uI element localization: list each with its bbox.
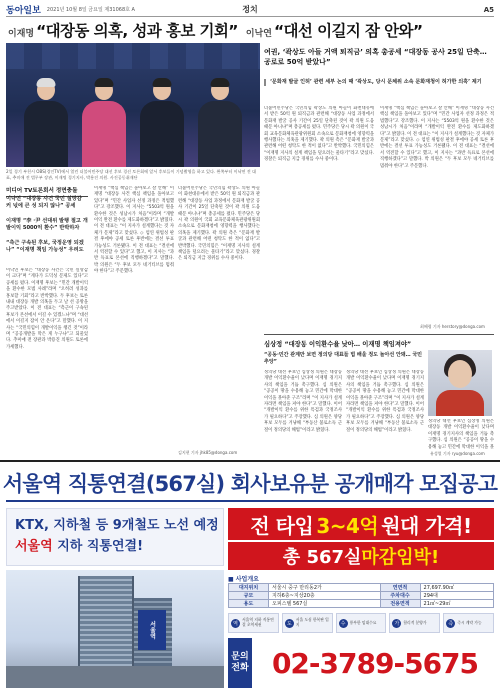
section-label: 정치: [242, 5, 258, 14]
issue-date: 2021년 10월 8일 금요일 제31068호 A: [46, 7, 135, 13]
right-story1-sub: ‘문화재 발굴 인허’ 관련 세부 논의 때 ‘곽상도, 당시 문체위 소속 문화재청이 허가한 의혹’ 제기: [264, 79, 494, 86]
headline-right-quote: “대선 이길지 잠 안와”: [273, 22, 423, 40]
ad-info-title: ■ 사업개요: [228, 576, 259, 583]
ad-feature-item: [282, 613, 333, 633]
table-value: 서울시 중구 만리동2가: [269, 584, 381, 592]
right-story2-byline: 유성열 기자 ryu@donga.com: [430, 451, 485, 456]
right-story2-headline: 심상정 “대장동 이익환수율 낮아… 이재명 책임져야”: [264, 334, 494, 348]
photo-figure-3: [140, 80, 184, 167]
photo-caption: 2일 경기 부천시 OBS(경인TV)에서 열린 더불어민주당 대선 후보 경선 토론회에 앞서 후보들이 기념촬영을 하고 있다. 왼쪽부터 이낙연 전 대표, 추미애 전 법무부 장관, 이재명 경기지사, 박용진 의원. 사진공동취재단: [6, 169, 257, 180]
building-sign: 서울역: [138, 610, 166, 650]
right-story2-body-c: 정의당 대선 후보인 심상정 의원은 대장동 개발 이익환수율이 낮다며 이재명 경기지사의 책임을 거듭 촉구했다. 심 의원은 “공공이 땅을 수용해 놓고 민간에 막대한 이익을 몰: [428, 419, 494, 449]
photo-backdrop: [6, 43, 260, 69]
table-row: [229, 584, 494, 592]
ad-price-pre: 전 타입: [250, 513, 314, 538]
right-story2-body-a: 정의당 대선 후보인 심상정 의원은 대장동 개발 이익환수율이 낮다며 이재명 경기지사의 책임을 거듭 촉구했다. 심 의원은 “공공이 땅을 수용해 놓고 민간에 막대한 이익을 몰아준 구조”라며 “이 지사가 설계자라면 책임을 져야 한다”고 말했다. 이어 “개발이익 환수를 위한 특검과 국정조사가 필요하다”고 주장했다. 심 의원은 양당 후보 모두를 겨냥해 “부동산 불로소득 근절이 정의당의 해법”이라고 밝혔다.: [264, 370, 342, 433]
feature-icon: 가: [392, 619, 401, 628]
photo-figure-4: [198, 80, 242, 167]
headline-left-quote: “대장동 의혹, 성과 홍보 기회”: [36, 22, 238, 40]
left-lead-1: 이낙연 “대장동 사건 국민 실망감 커 넋에 큰 성 되지 않나” 공세: [6, 196, 82, 210]
ad-left-line2: [15, 535, 215, 554]
table-value: 오피스텔 567실: [269, 600, 381, 608]
ad-left-line1: KTX, 지하철 등 9개철도 노선 예정: [15, 518, 219, 533]
ad-left-line2-highlight: 서울역: [15, 539, 53, 554]
feature-text: 풍부한 임대수요: [349, 619, 377, 625]
feature-icon: 수: [339, 619, 348, 628]
table-value: 지하6층~지상20층: [269, 592, 381, 600]
ad-deadline-pre: 총 567실: [282, 547, 362, 568]
right-story1-body-a: 더불어민주당은 국민의힘 곽상도 의원 아들이 화천대유에서 받은 50억 원 퇴직금과 관련해 “대장동 사업 과정에서 문화재 발굴 공사 기간이 25일 단축된 것이 곽 의원 도움 때문 아니냐”며 총공세를 폈다. 민주당은 당시 곽 의원이 국회 교육문화체육관광위원회 소속으로 문화재청에 영향력을 행사했다는 의혹을 제기했다. 곽 의원 측은 “문화재 발굴과 관련해 어떤 청탁도 한 적이 없다”고 반박했다. 국민의힘은 “이재명 지사의 설계 책임을 덮으려는 물타기”라고 맞섰다. 경찰은 퇴직금 지급 경위를 수사 중이다.: [264, 106, 374, 163]
photo-figure-2: [82, 80, 126, 167]
feature-text: 즉시 계약 가능: [457, 619, 482, 625]
phone-label-line2: 전화: [231, 663, 249, 673]
real-estate-advertisement: [0, 460, 500, 691]
right-story2-sub: “공동·민간 관계만 보면 정의당 대표들 법 배울 정도 놀아선 안돼… 국민 추앙”: [264, 352, 423, 365]
ad-info-table: [228, 583, 494, 608]
ad-feature-strip: [228, 613, 494, 633]
ad-price-post: 원대 가격!: [381, 513, 472, 538]
phone-label-line1: 문의: [231, 652, 249, 662]
headline-left-name: 이재명: [8, 29, 35, 39]
third-column-text: 더불어민주당은 국민의힘 곽상도 의원 아들이 화천대유에서 받은 50억 원 퇴직금과 관련해 “대장동 사업 과정에서 문화재 발굴 공사 기간이 25일 단축된 것이 곽 의원 도움 때문 아니냐”며 총공세를 폈다. 민주당은 당시 곽 의원이 국회 교육문화체육관광위원회 소속으로 문화재청에 영향력을 행사했다는 의혹을 제기했다. 곽 의원 측은 “문화재 발굴과 관련해 어떤 청탁도 한 적이 없다”고 반박했다. 국민의힘은 “이재명 지사의 설계 책임을 덮으려는 물타기”라고 맞섰다. 경찰은 퇴직금 지급 경위를 수사 중이다.: [178, 186, 260, 262]
right-story1-byline: 최혜령 기자 herstory@donga.com: [420, 324, 485, 329]
middle-byline: 김지현 기자 jhk85@donga.com: [178, 450, 238, 455]
ad-deadline-banner: [228, 542, 494, 570]
table-key: 규모: [229, 592, 269, 600]
left-lead-2: 이재명 “李 ·尹 선대위 발행 절고 개발이익 5000억 환수” 반박하자: [6, 218, 88, 232]
newspaper-logo: 동아일보: [6, 6, 41, 16]
feature-icon: 역: [231, 619, 240, 628]
table-key: 연면적: [380, 584, 420, 592]
feature-icon: 도: [285, 619, 294, 628]
debate-photo: [6, 43, 260, 167]
ad-price-highlight: 3~4억: [316, 513, 379, 538]
left-box-head: 미디어 TV토론회서 정면충돌: [6, 186, 88, 197]
ad-phone-label: [228, 638, 252, 688]
ad-left-banner: [6, 508, 224, 566]
left-lead-3: “측근 구속된 후보, 국정운영 되겠나” “이재명 책임 가능성” 우려도: [6, 240, 84, 254]
main-headline: [8, 19, 492, 41]
ad-deadline-highlight: 마감임박!: [361, 547, 440, 568]
table-value: 27,697.90㎡: [420, 584, 493, 592]
ad-feature-item: [389, 613, 440, 633]
left-body-text: 이낙연 후보는 “대장동 사건은 국민 실망감이 크다”며 “게다가 도덕성 문제도 있다”고 공세를 폈다. 이재명 후보는 “민간 개발이익을 환수한 모범 사례”라며 “오히려 성과를 홍보할 기회”라고 반박했다. 두 후보는 토론 내내 대장동 개발 의혹을 두고 날 선 공방을 주고받았다. 이 전 대표는 “측근이 구속된 후보가 본선에서 이길 수 있겠느냐”며 “대선에서 이길지 잠이 안 온다”고 말했다. 이 지사는 “국민의힘이 개발이익을 챙긴 것”이라며 “공공개발을 막은 게 누구냐”고 되물었다. 추미애 전 장관과 박용진 의원도 토론에 가세했다.: [6, 268, 88, 350]
feature-text: 서울 도심 한복판 입지: [295, 617, 329, 627]
ad-left-line2-text: 지하 직통연결!: [52, 539, 144, 554]
feature-text: 합리적 분양가: [403, 619, 427, 625]
ad-price-banner: [228, 508, 494, 540]
page-number: A5: [483, 5, 494, 14]
sim-sang-jeong-portrait: [428, 350, 492, 416]
table-key: 전용면적: [380, 600, 420, 608]
headline-right-name: 이낙연: [245, 29, 272, 39]
feature-icon: 즉: [446, 619, 455, 628]
table-value: 21㎡~29㎡: [420, 600, 493, 608]
ad-feature-item: [336, 613, 387, 633]
table-value: 294대: [420, 592, 493, 600]
middle-column-text: 이재명 “핵심 책임은 돌아보고 잘 안해” 이재명 “대장동 사건 핵심 책임을 돌아보고 있다”며 “민간 사업자 선정 과정은 적법했다”고 강조했다. 이 지사는 “5503억 원을 환수한 것은 성남시가 처음”이라며 “개발이익 완전 환수를 제도화하겠다”고 밝혔다. 이 전 대표는 “이 지사가 설계했다는 것 자체가 문제”라고 맞섰다. ◇ 엄연 위법성 판결 후에야 공세 토론 후반에는 결선 투표 가능성도 거론됐다. 이 전 대표는 “결선에서 역전할 수 있다”고 했고, 이 지사는 “과반 득표로 본선에 직행하겠다”고 말했다. 박 의원은 “두 후보 모두 네거티브를 멈춰야 한다”고 주문했다.: [94, 186, 174, 275]
building-podium: [6, 666, 224, 688]
table-key: 대지위치: [229, 584, 269, 592]
feature-text: 서울역 지하 직통연결 초역세권: [242, 617, 274, 627]
table-row: [229, 592, 494, 600]
ad-feature-item: [228, 613, 279, 633]
right-story1-body-b: 이재명 “핵심 책임은 돌아보고 잘 안해” 이재명 “대장동 사건 핵심 책임을 돌아보고 있다”며 “민간 사업자 선정 과정은 적법했다”고 강조했다. 이 지사는 “5503억 원을 환수한 것은 성남시가 처음”이라며 “개발이익 완전 환수를 제도화하겠다”고 밝혔다. 이 전 대표는 “이 지사가 설계했다는 것 자체가 문제”라고 맞섰다. ◇ 엄연 위법성 판결 후에야 공세 토론 후반에는 결선 투표 가능성도 거론됐다. 이 전 대표는 “결선에서 역전할 수 있다”고 했고, 이 지사는 “과반 득표로 본선에 직행하겠다”고 말했다. 박 의원은 “두 후보 모두 네거티브를 멈춰야 한다”고 주문했다.: [380, 106, 494, 169]
ad-title: 서울역 직통연결(567실) 회사보유분 공개매각 모집공고: [6, 466, 494, 502]
ad-feature-item: [443, 613, 494, 633]
ad-building-rendering: [6, 570, 224, 688]
table-row: [229, 600, 494, 608]
table-key: 용도: [229, 600, 269, 608]
masthead: [6, 3, 494, 17]
ad-phone-number[interactable]: 02-3789-5675: [271, 646, 479, 680]
right-story2-body-b: 정의당 대선 후보인 심상정 의원은 대장동 개발 이익환수율이 낮다며 이재명 경기지사의 책임을 거듭 촉구했다. 심 의원은 “공공이 땅을 수용해 놓고 민간에 막대한 이익을 몰아준 구조”라며 “이 지사가 설계자라면 책임을 져야 한다”고 말했다. 이어 “개발이익 환수를 위한 특검과 국정조사가 필요하다”고 주장했다. 심 의원은 양당 후보 모두를 겨냥해 “부동산 불로소득 근절이 정의당의 해법”이라고 밝혔다.: [346, 370, 424, 433]
photo-figure-1: [24, 80, 68, 167]
right-story1-headline: 여권, ‘곽상도 아들 거액 퇴직금’ 의혹 총공세 “대장동 공사 25일 단축… 공로로 50억 받았나”: [264, 48, 487, 66]
table-key: 주차대수: [380, 592, 420, 600]
